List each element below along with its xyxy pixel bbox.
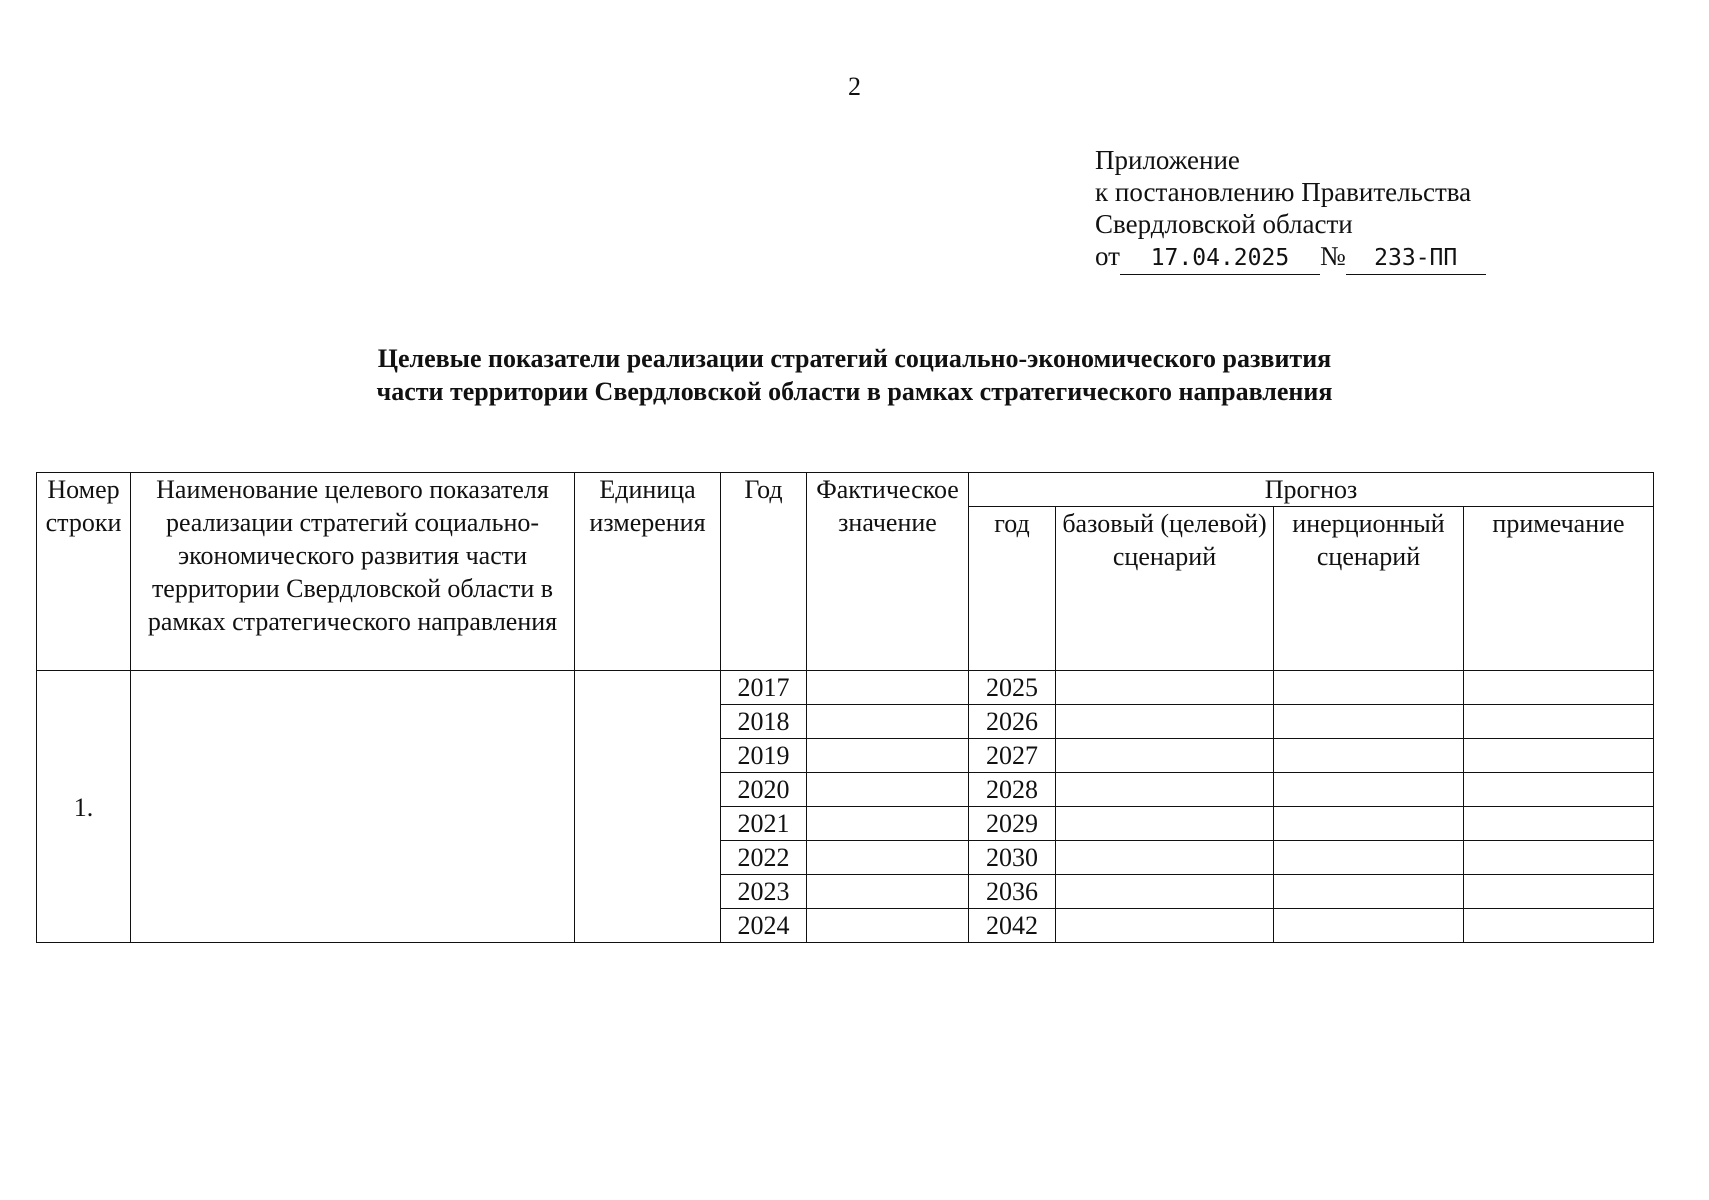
header-indicator-name: Наименование целевого показателя реализации стратегий социально-экономического развития части территории Свердловской области в рамках стратегического направления	[131, 473, 575, 671]
actual-value-cell	[807, 671, 969, 705]
document-title-line-1: Целевые показатели реализации стратегий социально-экономического развития	[377, 344, 1332, 373]
actual-value-cell	[807, 875, 969, 909]
header-actual-value: Фактическое значение	[807, 473, 969, 671]
actual-value-cell	[807, 773, 969, 807]
year-cell: 2023	[721, 875, 807, 909]
year-cell: 2024	[721, 909, 807, 943]
number-value: 233-ПП	[1374, 245, 1458, 271]
note-cell	[1464, 739, 1654, 773]
appendix-block	[1095, 144, 1486, 275]
forecast-year-cell: 2025	[969, 671, 1056, 705]
note-cell	[1464, 671, 1654, 705]
base-scenario-cell	[1056, 807, 1274, 841]
row-number-cell: 1.	[37, 671, 131, 943]
header-unit: Единица измерения	[575, 473, 721, 671]
indicators-table-wrapper	[36, 472, 1654, 943]
note-cell	[1464, 909, 1654, 943]
date-value: 17.04.2025	[1150, 245, 1290, 271]
page-number: 2	[848, 72, 861, 101]
inertial-scenario-cell	[1274, 671, 1464, 705]
header-forecast-year: год	[969, 507, 1056, 671]
note-cell	[1464, 773, 1654, 807]
indicator-name-cell	[131, 671, 575, 943]
forecast-year-cell: 2029	[969, 807, 1056, 841]
appendix-date-line	[1095, 240, 1486, 275]
date-field	[1120, 240, 1320, 275]
header-year: Год	[721, 473, 807, 671]
forecast-year-cell: 2026	[969, 705, 1056, 739]
year-cell: 2021	[721, 807, 807, 841]
forecast-year-cell: 2042	[969, 909, 1056, 943]
actual-value-cell	[807, 739, 969, 773]
forecast-year-cell: 2027	[969, 739, 1056, 773]
number-field	[1346, 240, 1486, 275]
table-row	[37, 671, 1654, 705]
actual-value-cell	[807, 807, 969, 841]
inertial-scenario-cell	[1274, 739, 1464, 773]
header-note: примечание	[1464, 507, 1654, 671]
inertial-scenario-cell	[1274, 875, 1464, 909]
base-scenario-cell	[1056, 705, 1274, 739]
inertial-scenario-cell	[1274, 773, 1464, 807]
header-base-scenario: базовый (целевой) сценарий	[1056, 507, 1274, 671]
number-prefix: №	[1319, 241, 1346, 271]
appendix-region: Свердловской области	[1095, 209, 1353, 239]
base-scenario-cell	[1056, 909, 1274, 943]
actual-value-cell	[807, 705, 969, 739]
actual-value-cell	[807, 909, 969, 943]
base-scenario-cell	[1056, 875, 1274, 909]
year-cell: 2018	[721, 705, 807, 739]
note-cell	[1464, 807, 1654, 841]
year-cell: 2022	[721, 841, 807, 875]
note-cell	[1464, 875, 1654, 909]
header-forecast: Прогноз	[969, 473, 1654, 507]
note-cell	[1464, 841, 1654, 875]
header-inertial-scenario: инерционный сценарий	[1274, 507, 1464, 671]
actual-value-cell	[807, 841, 969, 875]
document-title-line-2: части территории Свердловской области в рамках стратегического направления	[376, 377, 1333, 406]
inertial-scenario-cell	[1274, 807, 1464, 841]
inertial-scenario-cell	[1274, 841, 1464, 875]
forecast-year-cell: 2030	[969, 841, 1056, 875]
base-scenario-cell	[1056, 671, 1274, 705]
base-scenario-cell	[1056, 773, 1274, 807]
table-header-row-1	[37, 473, 1654, 507]
date-prefix: от	[1095, 241, 1120, 271]
document-title	[0, 342, 1709, 408]
appendix-resolution: к постановлению Правительства	[1095, 177, 1472, 207]
forecast-year-cell: 2028	[969, 773, 1056, 807]
appendix-title: Приложение	[1095, 145, 1240, 175]
year-cell: 2017	[721, 671, 807, 705]
inertial-scenario-cell	[1274, 705, 1464, 739]
header-row-number: Номер строки	[37, 473, 131, 671]
base-scenario-cell	[1056, 739, 1274, 773]
indicators-table	[36, 472, 1654, 943]
inertial-scenario-cell	[1274, 909, 1464, 943]
forecast-year-cell: 2036	[969, 875, 1056, 909]
unit-cell	[575, 671, 721, 943]
base-scenario-cell	[1056, 841, 1274, 875]
note-cell	[1464, 705, 1654, 739]
year-cell: 2020	[721, 773, 807, 807]
year-cell: 2019	[721, 739, 807, 773]
